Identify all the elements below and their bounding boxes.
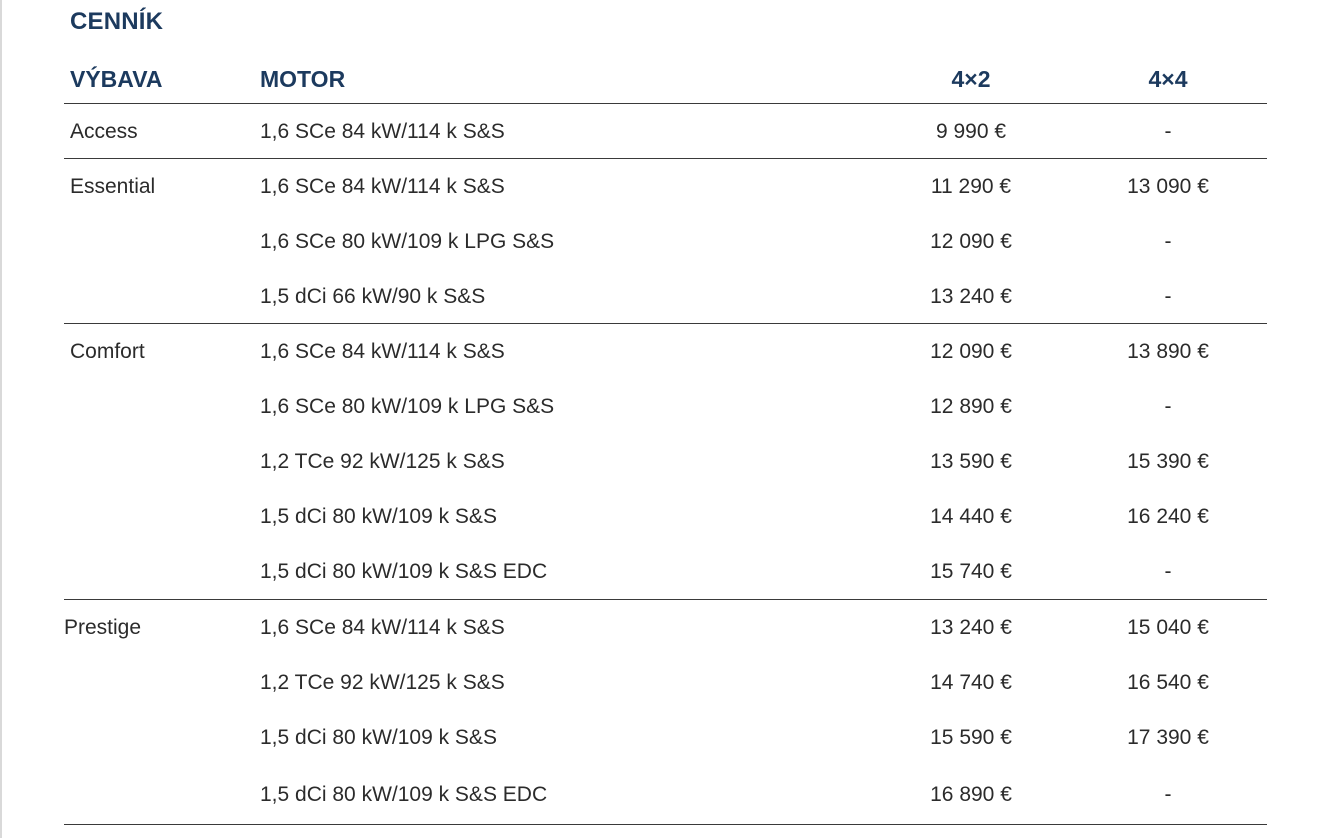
table-row bbox=[0, 160, 1328, 215]
motor-cell: 1,5 dCi 66 kW/90 k S&S bbox=[260, 285, 486, 308]
motor-cell: 1,2 TCe 92 kW/125 k S&S bbox=[260, 671, 505, 694]
table-row bbox=[0, 270, 1328, 325]
price-4x2-cell: 13 590 € bbox=[930, 450, 1012, 473]
header-divider bbox=[64, 103, 1267, 104]
trim-label: Comfort bbox=[70, 340, 145, 363]
price-4x2-cell: 12 090 € bbox=[930, 230, 1012, 253]
motor-cell: 1,6 SCe 84 kW/114 k S&S bbox=[260, 340, 505, 363]
trim-label: Access bbox=[70, 120, 138, 143]
price-4x2-cell: 12 890 € bbox=[930, 395, 1012, 418]
price-4x4-cell: - bbox=[1164, 285, 1172, 308]
header-vybava: VÝBAVA bbox=[70, 66, 163, 92]
price-4x2-cell: 13 240 € bbox=[930, 616, 1012, 639]
motor-cell: 1,6 SCe 80 kW/109 k LPG S&S bbox=[260, 395, 555, 418]
table-row bbox=[0, 105, 1328, 160]
table-row bbox=[0, 656, 1328, 711]
price-4x4-cell: - bbox=[1164, 395, 1172, 418]
trim-label: Prestige bbox=[64, 616, 142, 639]
table-row bbox=[0, 545, 1328, 600]
price-4x2-cell: 15 740 € bbox=[930, 560, 1012, 583]
table-row bbox=[0, 380, 1328, 435]
price-4x2-cell: 16 890 € bbox=[930, 783, 1012, 806]
motor-cell: 1,5 dCi 80 kW/109 k S&S bbox=[260, 505, 497, 528]
table-row bbox=[0, 601, 1328, 656]
table-row bbox=[0, 768, 1328, 823]
price-4x4-cell: 13 090 € bbox=[1127, 175, 1209, 198]
header-4x4: 4×4 bbox=[1148, 66, 1188, 92]
price-4x2-cell: 11 290 € bbox=[930, 175, 1012, 198]
price-4x4-cell: - bbox=[1164, 560, 1172, 583]
table-row bbox=[0, 711, 1328, 766]
motor-cell: 1,6 SCe 84 kW/114 k S&S bbox=[260, 616, 505, 639]
price-4x2-cell: 14 440 € bbox=[930, 505, 1012, 528]
price-4x4-cell: - bbox=[1164, 230, 1172, 253]
price-4x4-cell: 16 540 € bbox=[1127, 671, 1209, 694]
table-header bbox=[0, 58, 1328, 102]
price-4x4-cell: 13 890 € bbox=[1127, 340, 1209, 363]
motor-cell: 1,6 SCe 84 kW/114 k S&S bbox=[260, 175, 505, 198]
price-4x2-cell: 14 740 € bbox=[930, 671, 1012, 694]
motor-cell: 1,5 dCi 80 kW/109 k S&S EDC bbox=[260, 560, 548, 583]
group-divider bbox=[64, 323, 1267, 324]
price-4x4-cell: 15 390 € bbox=[1127, 450, 1209, 473]
table-row bbox=[0, 325, 1328, 380]
price-4x2-cell: 9 990 € bbox=[935, 120, 1007, 143]
price-4x4-cell: 17 390 € bbox=[1127, 726, 1209, 749]
table-row bbox=[0, 215, 1328, 270]
motor-cell: 1,5 dCi 80 kW/109 k S&S bbox=[260, 726, 497, 749]
price-4x4-cell: - bbox=[1164, 783, 1172, 806]
trim-label: Essential bbox=[70, 175, 156, 198]
price-4x4-cell: 16 240 € bbox=[1127, 505, 1209, 528]
motor-cell: 1,6 SCe 80 kW/109 k LPG S&S bbox=[260, 230, 555, 253]
group-divider bbox=[64, 158, 1267, 159]
price-4x2-cell: 13 240 € bbox=[930, 285, 1012, 308]
price-4x4-cell: 15 040 € bbox=[1127, 616, 1209, 639]
header-motor: MOTOR bbox=[260, 66, 346, 92]
motor-cell: 1,5 dCi 80 kW/109 k S&S EDC bbox=[260, 783, 548, 806]
price-4x2-cell: 15 590 € bbox=[930, 726, 1012, 749]
price-4x4-cell: - bbox=[1164, 120, 1172, 143]
table-row bbox=[0, 435, 1328, 490]
header-4x2: 4×2 bbox=[951, 66, 991, 92]
motor-cell: 1,6 SCe 84 kW/114 k S&S bbox=[260, 120, 505, 143]
group-divider bbox=[64, 599, 1267, 600]
motor-cell: 1,2 TCe 92 kW/125 k S&S bbox=[260, 450, 505, 473]
table-bottom-divider bbox=[64, 824, 1267, 825]
page-title: CENNÍK bbox=[70, 8, 164, 35]
price-4x2-cell: 12 090 € bbox=[930, 340, 1012, 363]
table-row bbox=[0, 490, 1328, 545]
